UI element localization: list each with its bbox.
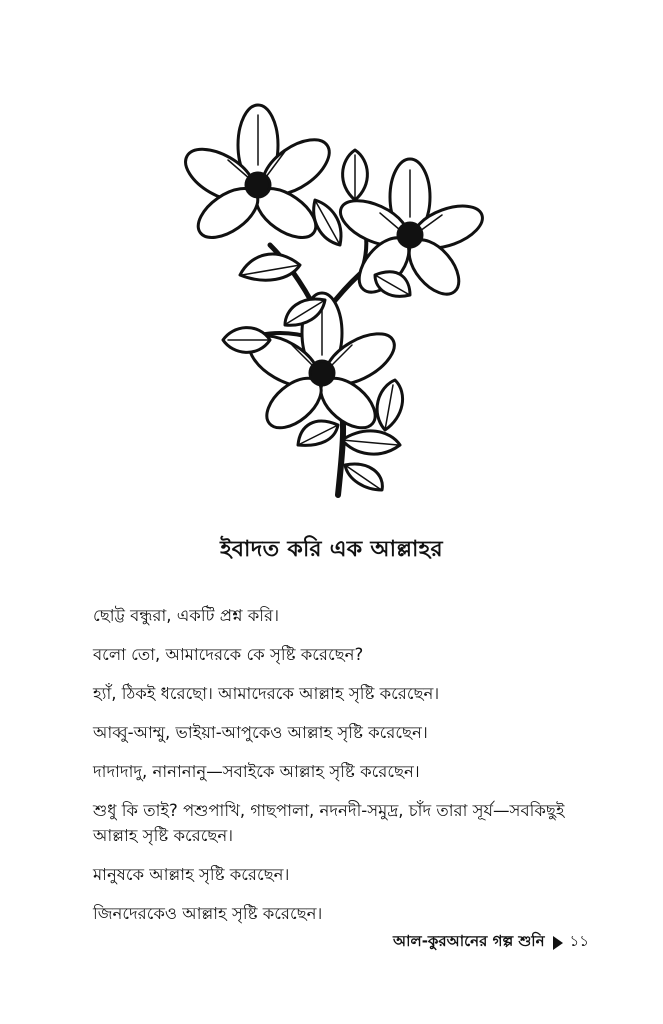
paragraph: জিনদেরকেও আল্লাহ সৃষ্টি করেছেন। — [93, 904, 323, 923]
paragraph: হ্যাঁ, ঠিকই ধরেছো। আমাদেরকে আল্লাহ সৃষ্টি করেছেন। — [93, 684, 440, 703]
paragraph: শুধু কি তাই? পশুপাখি, গাছপালা, নদনদী-সমুদ্র, চাঁদ তারা সূর্য—সবকিছুই আল্লাহ সৃষ্টি করেছেন। — [93, 801, 565, 845]
running-footer — [393, 930, 589, 955]
paragraph: মানুষকে আল্লাহ সৃষ্টি করেছেন। — [93, 865, 290, 884]
body-text — [93, 603, 593, 940]
paragraph: দাদাদাদু, নানানানু—সবাইকে আল্লাহ সৃষ্টি করেছেন। — [93, 762, 420, 781]
page-number: ১১ — [569, 932, 589, 950]
paragraph: ছোট্ট বন্ধুরা, একটি প্রশ্ন করি। — [93, 606, 279, 625]
flower-branch-icon — [170, 95, 490, 505]
triangle-right-icon — [553, 936, 563, 950]
paragraph: বলো তো, আমাদেরকে কে সৃষ্টি করেছেন? — [93, 645, 364, 664]
book-title: আল-কুরআনের গল্প শুনি — [393, 932, 545, 950]
chapter-title: ইবাদত করি এক আল্লাহর — [220, 537, 443, 562]
paragraph: আব্বু-আম্মু, ভাইয়া-আপুকেও আল্লাহ সৃষ্টি করেছেন। — [93, 723, 428, 742]
